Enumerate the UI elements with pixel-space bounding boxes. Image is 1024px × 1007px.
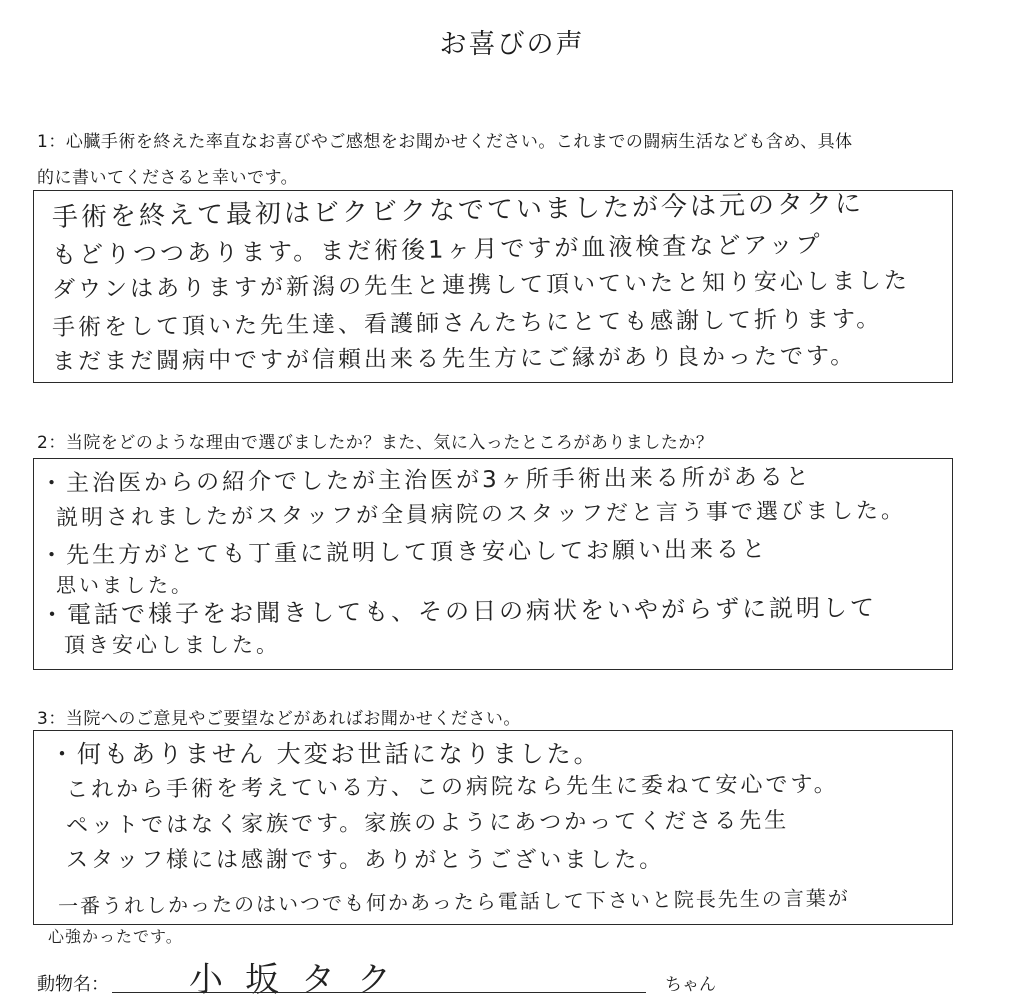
pet-name-suffix: ちゃん: [665, 975, 716, 995]
answer-3-line: 一番うれしかったのはいつでも何かあったら電話して下さいと院長先生の言葉が: [57, 885, 850, 919]
answer-1-line: 手術をして頂いた先生達、看護師さんたちにとても感謝して折ります。: [51, 306, 883, 341]
answer-2-line: ・先生方がとても丁重に説明して頂き安心してお願い出来ると: [39, 536, 769, 569]
answer-3-line: これから手術を考えている方、この病院なら先生に委ねて安心です。: [65, 772, 839, 803]
answer-2-line: ・主治医からの紹介でしたが主治医が3ヶ所手術出来る所があると: [39, 464, 812, 497]
question-3: 3：当院へのご意見やご要望などがあればお聞かせください。: [37, 709, 521, 729]
pet-name-value: 小坂タク: [189, 960, 413, 1000]
answer-3-line: スタッフ様には感謝です。ありがとうございました。: [66, 848, 665, 873]
answer-1-line: ダウンはありますが新潟の先生と連携して頂いていたと知り安心しました: [51, 268, 911, 303]
answer-box-1: [33, 190, 953, 383]
answer-1-line: もどりつつあります。まだ術後1ヶ月ですが血液検査などアップ: [51, 230, 823, 269]
answer-box-2: [33, 458, 953, 670]
answer-1-line: まだまだ闘病中ですが信頼出来る先生方にご縁があり良かったです。: [51, 343, 857, 375]
pet-name-underline: [112, 992, 646, 993]
answer-3-line: ペットではなく家族です。家族のようにあつかってくださる先生: [65, 808, 790, 839]
answer-1-line: 手術を終えて最初はビクビクなでていましたが今は元のタクに: [51, 188, 865, 233]
answer-3-line: ・何もありません 大変お世話になりました。: [50, 740, 601, 768]
pet-name-label: 動物名：: [37, 974, 109, 995]
page-title: お喜びの声: [439, 29, 585, 60]
answer-2-line: 説明されましたがスタッフが全員病院のスタッフだと言う事で選びました。: [55, 498, 907, 531]
question-1-line-1: 1：心臓手術を終えた率直なお喜びやご感想をお聞かせください。これまでの闘病生活なども含め、具体: [37, 132, 853, 152]
question-2: 2：当院をどのような理由で選びましたか？また、気に入ったところがありましたか？: [37, 433, 714, 453]
pet-name-row: [37, 958, 987, 998]
question-1-line-2: 的に書いてくださると幸いです。: [37, 168, 299, 188]
answer-2-line: 頂き安心しました。: [64, 633, 280, 657]
answer-3-line: 心強かったです。: [48, 927, 183, 946]
answer-2-line: ・電話で様子をお聞きしても、その日の病状をいやがらずに説明して: [39, 593, 878, 629]
answer-2-line: 思いました。: [56, 573, 194, 597]
